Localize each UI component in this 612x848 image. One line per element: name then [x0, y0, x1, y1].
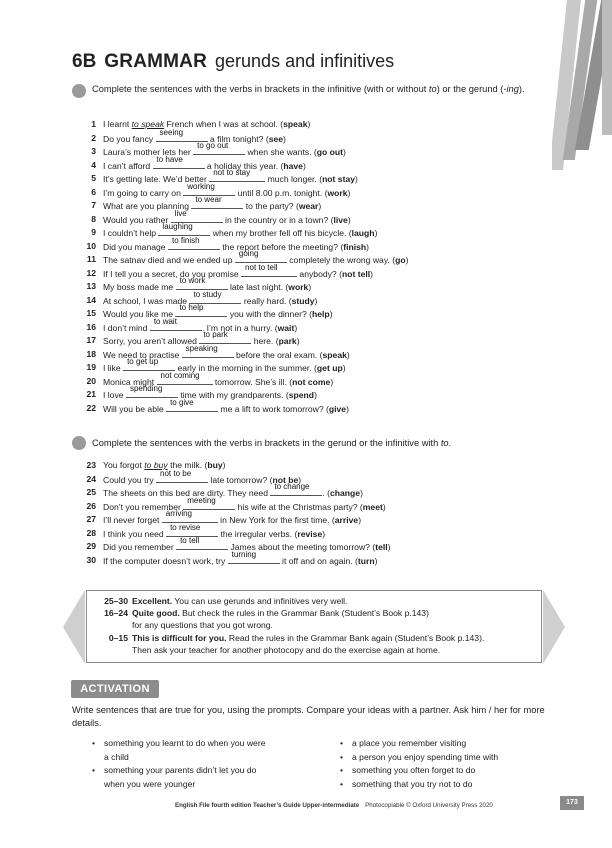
item-number: 5	[91, 173, 96, 183]
page-title	[72, 51, 394, 73]
item-text: Will you be able to give me a lift to work tomorrow? (give)	[103, 397, 349, 414]
item-text: Did you manage to finish the report before the meeting? (finish)	[103, 235, 370, 252]
answer-blank[interactable]	[209, 168, 265, 182]
answer-blank[interactable]	[228, 549, 280, 564]
item-text: It’s getting late. We’d better not to stay much longer. (not stay)	[103, 168, 358, 184]
item-number: 18	[86, 348, 96, 359]
exercise-item	[86, 262, 546, 281]
handwritten-answer: to wait	[153, 316, 177, 326]
verb-prompt: go out	[316, 147, 344, 157]
handwritten-answer: to finish	[171, 235, 200, 245]
unit-code: 6B	[72, 51, 97, 72]
score-row: 25–30 Excellent. You can use gerunds and infinitives very well.	[104, 596, 348, 606]
example-answer: to buy	[144, 460, 168, 470]
item-number: 12	[86, 267, 96, 278]
item-text: What are you planning to wear to the party? (wear)	[103, 195, 322, 211]
page-number: 173	[560, 796, 584, 810]
score-row-continued: for any questions that you got wrong.	[132, 620, 273, 630]
item-number: 22	[86, 402, 96, 413]
exercise-list-2	[86, 459, 546, 567]
handwritten-answer: meeting	[187, 495, 216, 505]
verb-prompt: help	[312, 309, 330, 319]
instruction-1: Complete the sentences with the verbs in brackets in the infinitive (with or without to) or the gerund (-ing).	[92, 84, 525, 94]
exercise-item	[86, 154, 546, 173]
item-number: 2	[91, 132, 96, 143]
verb-prompt: wait	[277, 322, 295, 333]
exercise-item	[86, 549, 546, 568]
item-text: I’ll never forget arriving in New York for the first time. (arrive)	[103, 509, 362, 525]
verb-prompt: turn	[357, 555, 375, 566]
item-text: Did you remember to tell James about the meeting tomorrow? (tell)	[103, 536, 391, 552]
list-item: • a person you enjoy spending time with	[340, 751, 560, 765]
prompt-list-left	[92, 737, 312, 791]
item-number: 15	[86, 308, 96, 318]
exercise-item	[86, 195, 546, 213]
item-text: The satnav died and we ended up going completely the wrong way. (go)	[103, 249, 409, 265]
exercise-item	[86, 276, 546, 294]
item-text: Would you like me to help you with the dinner? (help)	[103, 303, 333, 319]
item-number: 1	[91, 119, 96, 129]
verb-prompt: not stay	[322, 174, 356, 184]
score-row: 0–15 This is difficult for you. Read the rules in the Grammar Bank again (Student’s Book p.143).	[108, 633, 485, 643]
item-number: 7	[91, 200, 96, 210]
item-number: 14	[86, 294, 96, 305]
verb-prompt: revise	[297, 528, 323, 539]
footer	[175, 802, 493, 809]
item-number: 24	[86, 473, 96, 484]
footer-book-title: English File fourth edition Teacher’s Guide Upper-intermediate	[175, 802, 360, 809]
circle-bullet-icon	[72, 84, 86, 98]
item-text: Do you fancy seeing a film tonight? (see)	[103, 127, 286, 144]
item-text: I love spending time with my grandparents. (spend)	[103, 384, 317, 400]
handwritten-answer: seeing	[159, 127, 184, 137]
answer-blank[interactable]	[166, 397, 218, 412]
handwritten-answer: laughing	[162, 222, 193, 231]
answer-blank[interactable]	[270, 482, 322, 496]
item-number: 26	[86, 500, 96, 511]
exercise-item	[86, 316, 546, 335]
verb-prompt: buy	[207, 460, 223, 470]
answer-blank[interactable]	[150, 316, 202, 331]
list-item: • something your parents didn’t let you do when you were younger	[92, 764, 312, 791]
exercise-item	[86, 141, 546, 159]
handwritten-answer: to give	[170, 397, 194, 407]
answer-blank[interactable]	[193, 141, 245, 155]
exercise-item	[86, 330, 546, 348]
handwritten-answer: to help	[179, 303, 204, 312]
answer-blank[interactable]	[168, 235, 220, 250]
handwritten-answer: spending	[129, 384, 163, 393]
item-text: The sheets on this bed are dirty. They need to change . (change)	[103, 482, 363, 498]
verb-prompt: study	[291, 295, 315, 306]
answer-blank[interactable]	[176, 536, 228, 550]
answer-blank[interactable]	[182, 343, 234, 358]
verb-prompt: spend	[288, 390, 315, 400]
item-number: 4	[91, 159, 96, 170]
exercise-item	[86, 127, 546, 146]
verb-prompt: finish	[343, 241, 367, 252]
handwritten-answer: to wear	[195, 195, 222, 204]
list-item: • something you often forget to do	[340, 764, 560, 778]
item-text: I’m going to carry on working until 8.00 p.m. tonight. (work)	[103, 181, 351, 198]
verb-prompt: get up	[316, 363, 343, 373]
item-text: Sorry, you aren’t allowed to park here. (park)	[103, 330, 300, 346]
handwritten-answer: to study	[193, 289, 222, 299]
item-text: If the computer doesn’t work, try turning it off and on again. (turn)	[103, 549, 378, 566]
verb-prompt: tell	[375, 542, 388, 552]
exercise-item	[86, 482, 546, 500]
exercise-item	[86, 181, 546, 200]
exercise-item	[86, 384, 546, 402]
activation-tab: ACTIVATION	[71, 680, 159, 698]
item-number: 9	[91, 227, 96, 237]
handwritten-answer: to work	[179, 276, 206, 285]
verb-prompt: wear	[298, 201, 319, 211]
verb-prompt: go	[395, 255, 406, 265]
handwritten-answer: to go out	[197, 141, 229, 150]
footer-copyright: Photocopiable © Oxford University Press 2020	[365, 802, 493, 809]
verb-prompt: not tell	[341, 268, 371, 279]
activation-instruction: Write sentences that are true for you, using the prompts. Compare your ideas with a partner. Ask him / her for more details.	[72, 705, 545, 728]
handwritten-answer: to revise	[170, 522, 201, 532]
handwritten-answer: not to be	[160, 468, 192, 478]
answer-blank[interactable]	[241, 262, 297, 277]
handwritten-answer: live	[174, 208, 187, 218]
decorative-band	[552, 0, 612, 170]
item-text: My boss made me to work late last night. (work)	[103, 276, 312, 292]
item-number: 20	[86, 375, 96, 386]
verb-prompt: meet	[362, 501, 383, 512]
item-number: 11	[86, 254, 96, 264]
item-text: Laura’s mother lets her to go out when she wants. (go out)	[103, 141, 346, 157]
item-number: 19	[86, 362, 96, 372]
handwritten-answer: arriving	[165, 509, 192, 518]
exercise-item	[86, 536, 546, 554]
item-number: 23	[86, 460, 96, 470]
verb-prompt: not be	[272, 474, 299, 485]
item-number: 6	[91, 186, 96, 197]
answer-blank[interactable]	[191, 195, 243, 209]
exercise-item	[86, 168, 546, 186]
exercise-item	[86, 249, 546, 267]
verb-prompt: work	[288, 282, 309, 292]
handwritten-answer: to tell	[180, 536, 200, 545]
item-number: 30	[86, 554, 96, 565]
item-number: 10	[86, 240, 96, 251]
item-number: 17	[86, 335, 96, 345]
verb-prompt: work	[327, 187, 348, 198]
verb-prompt: speak	[322, 349, 347, 360]
answer-blank[interactable]	[156, 468, 208, 483]
item-text: Don’t you remember meeting his wife at the Christmas party? (meet)	[103, 495, 386, 512]
answer-blank[interactable]	[153, 154, 205, 169]
exercise-item	[86, 289, 546, 308]
handwritten-answer: not to tell	[245, 262, 278, 272]
verb-prompt: give	[328, 403, 347, 414]
handwritten-answer: turning	[231, 549, 257, 559]
verb-prompt: arrive	[334, 515, 359, 525]
item-number: 21	[86, 389, 96, 399]
exercise-item	[86, 509, 546, 527]
item-text: Would you rather live in the country or in a town? (live)	[103, 208, 351, 225]
verb-prompt: laugh	[351, 228, 375, 238]
verb-prompt: have	[283, 160, 303, 171]
exercise-item	[86, 235, 546, 254]
handwritten-answer: to change	[274, 482, 310, 491]
item-text: I think you need to revise the irregular verbs. (revise)	[103, 522, 326, 539]
verb-prompt: see	[268, 133, 284, 144]
item-text: I learnt to speak French when I was at school. (speak)	[103, 119, 311, 129]
exercise-item	[86, 468, 546, 487]
item-text: At school, I was made to study really hard. (study)	[103, 289, 318, 306]
item-number: 28	[86, 527, 96, 538]
verb-prompt: not come	[292, 376, 331, 387]
item-number: 3	[91, 146, 96, 156]
exercise-item	[86, 459, 546, 473]
exercise-item	[86, 118, 546, 132]
example-answer: to speak	[131, 119, 165, 129]
verb-prompt: speak	[283, 119, 308, 129]
score-row: 16–24 Quite good. But check the rules in the Grammar Bank (Student’s Book p.143)	[104, 608, 429, 618]
item-number: 29	[86, 541, 96, 551]
item-number: 27	[86, 514, 96, 524]
item-text: You forgot to buy the milk. (buy)	[103, 460, 226, 470]
exercise-list-1	[86, 118, 546, 415]
exercise-item	[86, 357, 546, 375]
section-subtitle: gerunds and infinitives	[215, 51, 395, 71]
score-arrow-right	[543, 590, 565, 664]
exercise-item	[86, 208, 546, 227]
answer-blank[interactable]	[175, 303, 227, 317]
score-row-continued: Then ask your teacher for another photocopy and do the exercise again at home.	[132, 645, 441, 655]
item-text: Monica might not coming tomorrow. She’s ill. (not come)	[103, 370, 334, 387]
item-text: I don’t mind to wait . I’m not in a hurry. (wait)	[103, 316, 298, 333]
item-number: 16	[86, 321, 96, 332]
list-item: • a place you remember visiting	[340, 737, 560, 751]
item-text: I like to get up early in the morning in the summer. (get up)	[103, 357, 346, 373]
prompt-list-right	[340, 737, 560, 791]
item-text: If I tell you a secret, do you promise not to tell anybody? (not tell)	[103, 262, 374, 279]
item-text: I couldn’t help laughing when my brother fell off his bicycle. (laugh)	[103, 222, 378, 238]
list-item: • something that you try not to do	[340, 778, 560, 792]
handwritten-answer: not coming	[160, 370, 200, 380]
circle-bullet-icon	[72, 436, 86, 450]
exercise-item	[86, 495, 546, 514]
item-text: We need to practise speaking before the oral exam. (speak)	[103, 343, 350, 360]
score-arrow-left	[63, 590, 85, 664]
item-text: Could you try not to be late tomorrow? (not be)	[103, 468, 302, 485]
handwritten-answer: to park	[203, 330, 228, 339]
verb-prompt: park	[278, 336, 297, 346]
exercise-item	[86, 222, 546, 240]
exercise-item	[86, 522, 546, 541]
instruction-2: Complete the sentences with the verbs in brackets in the gerund or the infinitive with to.	[92, 438, 452, 448]
item-number: 13	[86, 281, 96, 291]
handwritten-answer: working	[187, 181, 215, 191]
item-number: 25	[86, 487, 96, 497]
handwritten-answer: not to stay	[213, 168, 251, 177]
verb-prompt: live	[333, 214, 348, 225]
verb-prompt: change	[330, 488, 361, 498]
item-number: 8	[91, 213, 96, 224]
handwritten-answer: to get up	[127, 357, 159, 366]
handwritten-answer: going	[238, 249, 259, 258]
list-item: • something you learnt to do when you were a child	[92, 737, 312, 764]
section-heading: GRAMMAR	[104, 51, 208, 72]
exercise-item	[86, 397, 546, 416]
handwritten-answer: speaking	[185, 343, 218, 353]
answer-blank[interactable]	[157, 370, 213, 385]
item-text: I can’t afford to have a holiday this year. (have)	[103, 154, 306, 171]
handwritten-answer: to have	[156, 154, 183, 164]
